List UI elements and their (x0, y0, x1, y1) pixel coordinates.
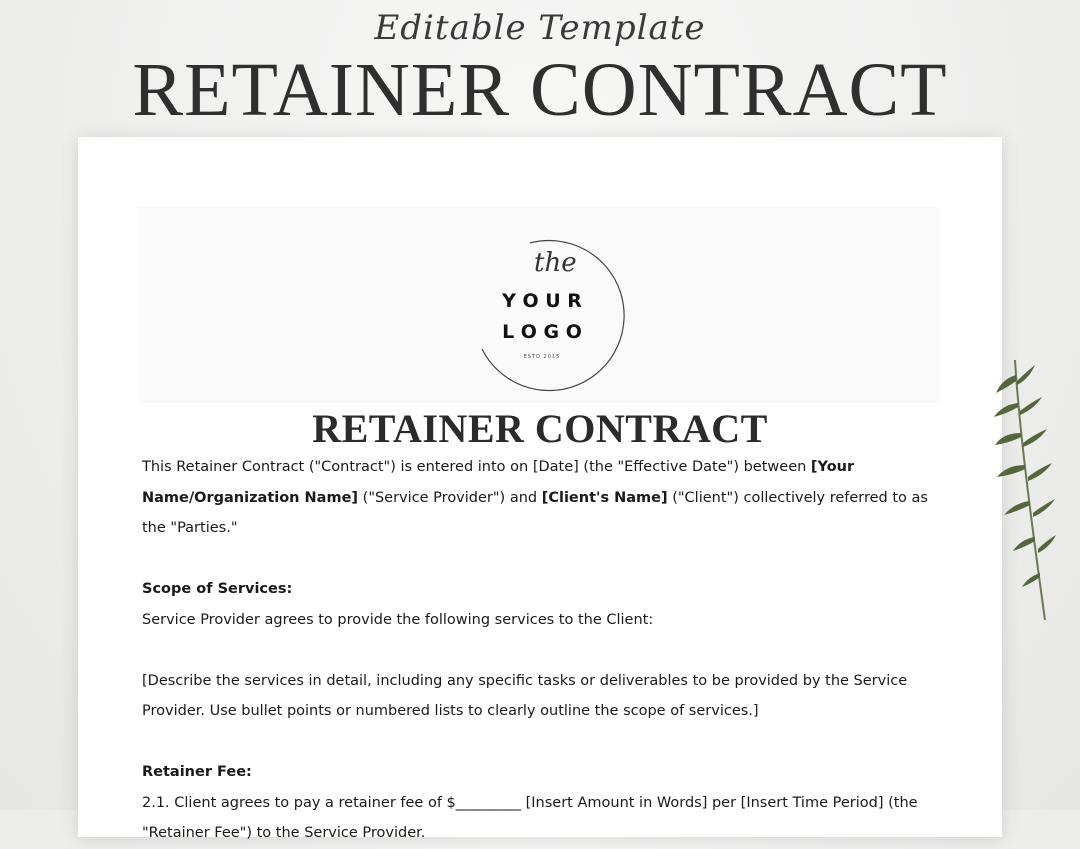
fee-heading: Retainer Fee: (142, 764, 252, 780)
intro-text-2: ("Service Provider") and (358, 489, 542, 506)
intro-paragraph (142, 452, 942, 544)
intro-text-1: This Retainer Contract ("Contract") is entered into on [Date] (the "Effective Date") between (142, 459, 811, 475)
logo-your-text: Y O U R (502, 290, 582, 312)
logo-area (138, 207, 940, 403)
document-body (142, 452, 942, 849)
logo-estd-text: ESTD 2015 (523, 354, 561, 360)
rosemary-sprig-decoration (985, 355, 1065, 635)
logo-the-text: the (534, 248, 577, 278)
hero-title: RETAINER CONTRACT (132, 48, 948, 132)
spacer (142, 727, 942, 758)
scope-heading: Scope of Services: (142, 581, 293, 597)
document-title: RETAINER CONTRACT (312, 406, 768, 451)
provider-name-placeholder: [Your Name/Organization Name] (142, 459, 855, 506)
scope-text: Service Provider agrees to provide the following services to the Client: (142, 611, 654, 628)
intro-text-3: ("Client") collectively referred to as the "Parties." (142, 489, 928, 536)
fee-text: 2.1. Client agrees to pay a retainer fee of $_________ [Insert Amount in Words] per [Insert Time Period] (the "Retainer Fee") to the Service Provider. (142, 794, 918, 841)
logo-logo-text: L O G O (502, 321, 582, 343)
client-name-placeholder: [Client's Name] (541, 489, 668, 506)
document-page (78, 137, 1002, 841)
logo-placeholder (452, 221, 632, 391)
spacer (142, 544, 942, 575)
spacer (142, 635, 942, 666)
scope-detail: [Describe the services in detail, including any specific tasks or deliverables to be provided by the Service Provider. Use bullet points or numbered lists to clearly outline the scope of services.] (142, 672, 908, 719)
script-subtitle: Editable Template (374, 8, 706, 48)
